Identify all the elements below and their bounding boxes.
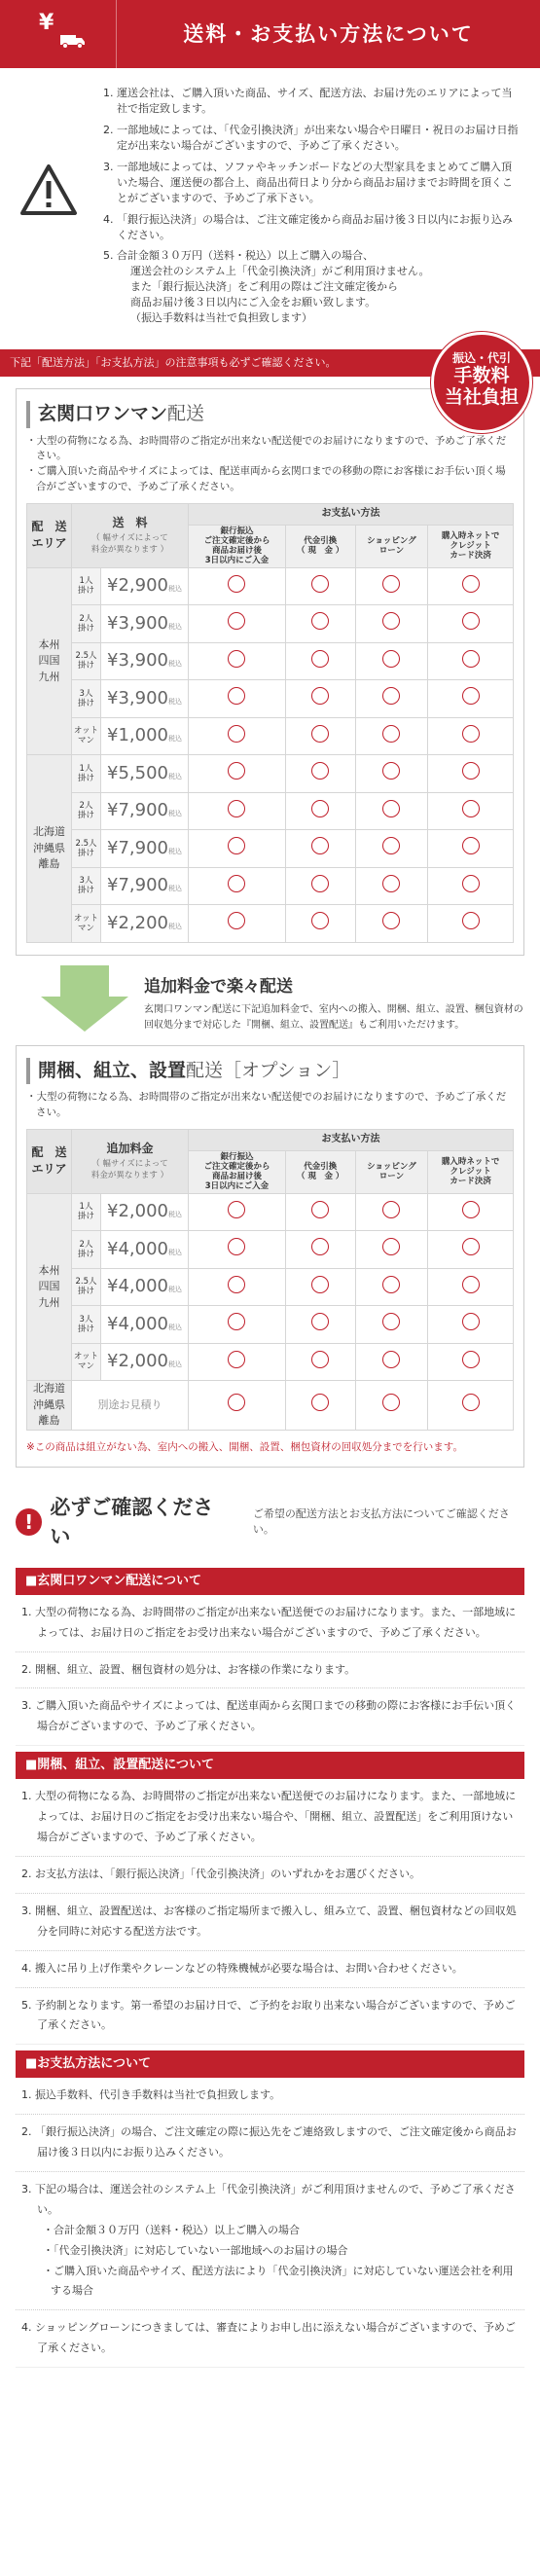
circle-mark [228,1313,245,1330]
table-row [27,567,514,605]
area-cell: 本州 四国 九州 [27,567,72,755]
available-cell [355,755,428,793]
section-list [16,2078,524,2368]
circle-mark [462,1313,480,1330]
addon-text: 追加料金で楽々配送 玄関口ワンマン配送に下記追加料金で、室内への搬入、開梱、組立、設置、梱包資材の回収処分まで対応した『開梱、組立、設置配送』もご利用いただけます。 [144,976,523,1031]
circle-mark [228,875,245,892]
available-cell [428,1306,514,1344]
red-note: ※この商品は組立がない為、室内への搬入、開梱、設置、梱包資材の回収処分までを行います。 [26,1440,463,1453]
warning-icon [19,163,78,216]
delivery-section-assembly [16,1045,524,1468]
notice-red-bar: 下記「配送方法」「お支払方法」の注意事項も必ずご確認ください。 振込・代引 手数料 当社負担 [0,349,540,377]
price-cell: ¥4,000税込 [101,1231,189,1269]
circle-mark [228,1394,245,1411]
sub-item: ・ご購入頂いた商品やサイズ、配送方法により「代金引換決済」に対応していない運送会社を利用する場合 [43,2264,514,2298]
price-cell: ¥3,900税込 [101,605,189,643]
table-row [27,867,514,905]
available-cell [355,1306,428,1344]
available-cell [285,642,355,680]
col-header-card: 購入時ネットで クレジット カード決済 [428,1150,514,1193]
available-cell [285,1306,355,1344]
circle-mark [462,1276,480,1293]
circle-mark [228,1276,245,1293]
circle-mark [311,612,329,630]
notice-list [88,86,521,332]
list-item: 1. 大型の荷物になる為、お時間帯のご指定が出来ない配送便でのお届けになります。また、一部地域によっては、お届け日のご指定をお受け出来ない場合や、「開梱、組立、設置配送」をご利用頂けない場合がございますので、予めご了承ください。 [16,1779,524,1857]
table-row [27,642,514,680]
notice-item: 3. 一部地域によっては、ソファやキッチンボードなどの大型家具をまとめてご購入頂いた場合、運送便の都合上、商品出荷日より分から商品お届けまでお時間を頂くことがございますので、予めご了承下さい。 [103,160,513,204]
down-arrow-icon [31,965,138,1034]
confirm-header [0,1481,540,1562]
available-cell [355,867,428,905]
circle-mark [462,575,480,593]
circle-mark [462,725,480,743]
circle-mark [228,575,245,593]
section-bar: ■お支払方法について [16,2050,524,2078]
available-cell [355,567,428,605]
seat-cell: 1人 掛け [72,1193,101,1231]
available-cell [285,792,355,830]
seat-cell: 2.5人 掛け [72,642,101,680]
available-cell [189,1381,286,1431]
price-cell: ¥7,900税込 [101,867,189,905]
col-header-area: 配 送 エリア [27,503,72,567]
available-cell [355,1343,428,1381]
section-notes: ・大型の荷物になる為、お時間帯のご指定が出来ない配送便でのお届けになりますので、予めご了承ください。 [26,1091,507,1118]
price-cell: ¥5,500税込 [101,755,189,793]
col-header-bank: 銀行振込 ご注文確定後から 商品お届け後 3日以内にご入金 [189,525,286,567]
confirm-desc: ご希望の配送方法とお支払方法についてご確認ください。 [252,1506,510,1537]
price-cell: ¥4,000税込 [101,1306,189,1344]
circle-mark [462,837,480,854]
list-item: 2. お支払方法は、「銀行振込決済」「代金引換決済」のいずれかをお選びください。 [16,1857,524,1894]
available-cell [428,605,514,643]
circle-mark [382,837,400,854]
seat-cell: 2人 掛け [72,605,101,643]
available-cell [428,567,514,605]
circle-mark [462,1201,480,1218]
table-row [27,1306,514,1344]
available-cell [428,1381,514,1431]
col-header-cod: 代金引換 （ 現 金 ） [285,525,355,567]
list-item: 3. ご購入頂いた商品やサイズによっては、配送車両から玄関口までの移動の際にお客様にお手伝い頂く場合がございますので、予めご了承ください。 [21,1699,517,1733]
circle-mark [311,1238,329,1255]
seat-cell: 2.5人 掛け [72,830,101,868]
circle-mark [228,725,245,743]
list-item: 1. 大型の荷物になる為、お時間帯のご指定が出来ない配送便でのお届けになります。また、一部地域によっては、お届け日のご指定をお受け出来ない場合がございますので、予めご了承ください。 [16,1595,524,1652]
available-cell [285,755,355,793]
price-cell: ¥3,900税込 [101,680,189,718]
area-cell: 北海道 沖縄県 離島 [27,755,72,943]
col-header-payment: お支払い方法 [189,1129,514,1150]
circle-mark [311,687,329,705]
available-cell [189,1193,286,1231]
circle-mark [462,1394,480,1411]
section-title: 玄関口ワンマン配送 [26,401,514,428]
available-cell [285,1231,355,1269]
available-cell [355,1268,428,1306]
price-cell: ¥7,900税込 [101,792,189,830]
circle-mark [462,650,480,668]
circle-mark [228,1238,245,1255]
notice-item: 2. 一部地域によっては、「代金引換決済」が出来ない場合や日曜日・祝日のお届け日指定が出来ない場合がございますので、予めご了承ください。 [103,123,519,152]
section-bar: ■玄関口ワンマン配送について [16,1568,524,1595]
available-cell [355,1193,428,1231]
circle-mark [382,800,400,817]
circle-mark [311,725,329,743]
circle-mark [311,800,329,817]
table-row [27,830,514,868]
available-cell [285,605,355,643]
available-cell [285,1381,355,1431]
available-cell [189,755,286,793]
available-cell [428,1268,514,1306]
available-cell [189,1306,286,1344]
price-cell: ¥1,000税込 [101,717,189,755]
available-cell [428,1343,514,1381]
table-row [27,1231,514,1269]
table-row [27,1381,514,1431]
circle-mark [382,1394,400,1411]
available-cell [428,830,514,868]
table-row [27,792,514,830]
section-bar: ■開梱、組立、設置配送について [16,1752,524,1779]
delivery-section-oneman [16,388,524,956]
yen-icon: ¥ [39,11,54,35]
available-cell [355,605,428,643]
available-cell [355,792,428,830]
circle-mark [228,800,245,817]
table-row [27,717,514,755]
circle-mark [382,687,400,705]
price-cell: ¥2,000税込 [101,1193,189,1231]
circle-mark [382,875,400,892]
available-cell [285,1343,355,1381]
notice-item: 5. 合計金額３０万円（送料・税込）以上ご購入の場合、 運送会社のシステム上「代金引換決済」がご利用頂けません。 また「銀行振込決済」をご利用の際はご注文確定後から 商品お届け後３日以内にご入金をお願い致します。 （振込手数料は当社で負担致します） [103,249,430,325]
col-header-loan: ショッピング ローン [355,1150,428,1193]
col-header-fee: 送 料 （ 幅サイズによって 料金が異なります ） [72,503,189,567]
section-list [16,1595,524,1746]
table-row [27,680,514,718]
available-cell [189,1268,286,1306]
seat-cell: 3人 掛け [72,867,101,905]
available-cell [189,867,286,905]
circle-mark [382,1238,400,1255]
circle-mark [382,725,400,743]
available-cell [428,642,514,680]
circle-mark [228,612,245,630]
available-cell [428,792,514,830]
price-cell: ¥3,900税込 [101,642,189,680]
shipping-fee-table [26,503,514,943]
table-row [27,1193,514,1231]
circle-mark [382,612,400,630]
circle-mark [311,837,329,854]
circle-mark [228,1201,245,1218]
price-cell: ¥2,000税込 [101,1343,189,1381]
available-cell [428,867,514,905]
table-row [27,1343,514,1381]
circle-mark [382,1351,400,1368]
circle-mark [462,762,480,780]
table-row [27,755,514,793]
col-header-loan: ショッピング ローン [355,525,428,567]
circle-mark [462,912,480,929]
circle-mark [311,875,329,892]
available-cell [285,717,355,755]
available-cell [428,717,514,755]
available-cell [285,567,355,605]
available-cell [189,1231,286,1269]
circle-mark [462,1351,480,1368]
circle-mark [462,687,480,705]
circle-mark [382,762,400,780]
circle-mark [228,762,245,780]
circle-mark [462,875,480,892]
table-row [27,605,514,643]
list-item: 4. 搬入に吊り上げ作業やクレーンなどの特殊機械が必要な場合は、お問い合わせください。 [16,1951,524,1988]
truck-icon [60,33,86,49]
available-cell [428,905,514,943]
col-header-payment: お支払い方法 [189,503,514,525]
confirm-title: 必ずご確認ください [50,1495,214,1549]
sub-item: ・合計金額３０万円（送料・税込）以上ご購入の場合 [43,2223,300,2236]
available-cell [355,680,428,718]
circle-mark [462,612,480,630]
col-header-area: 配 送 エリア [27,1129,72,1193]
circle-mark [311,1276,329,1293]
list-item: 4. ショッピングローンにつきましては、審査によりお申し出に添えない場合がございますので、予めご了承ください。 [21,2321,516,2355]
area-cell: 北海道 沖縄県 離島 [27,1381,72,1431]
quote-cell: 別途お見積り [72,1381,189,1431]
circle-mark [228,1351,245,1368]
seat-cell: 1人 掛け [72,567,101,605]
available-cell [355,905,428,943]
header-icon-area [0,0,117,68]
circle-mark [382,650,400,668]
col-header-cod: 代金引換 （ 現 金 ） [285,1150,355,1193]
circle-mark [311,1201,329,1218]
circle-mark [228,650,245,668]
available-cell [428,680,514,718]
available-cell [285,1193,355,1231]
section-title: 開梱、組立、設置配送［オプション］ [26,1058,514,1085]
circle-mark [311,912,329,929]
list-item: 5. 予約制となります。第一希望のお届け日で、ご予約をお取り出来ない場合がございますので、予めご了承ください。 [21,1998,516,2032]
notice-section [0,68,540,344]
list-item: 3. 開梱、組立、設置配送は、お客様のご指定場所まで搬入し、組み立て、設置、梱包資材などの回収処分を同時に対応する配送方法です。 [16,1894,524,1951]
circle-mark [382,1276,400,1293]
list-item: 1. 振込手数料、代引き手数料は当社で負担致します。 [16,2078,524,2115]
available-cell [189,680,286,718]
available-cell [285,680,355,718]
notice-item: 4. 「銀行振込決済」の場合は、ご注文確定後から商品お届け後３日以内にお振り込みください。 [103,212,513,241]
seat-cell: 2人 掛け [72,792,101,830]
available-cell [355,717,428,755]
seat-cell: オット マン [72,717,101,755]
sub-item: ・「代金引換決済」に対応していない一部地域へのお届けの場合 [43,2243,348,2257]
list-item: 3. 下記の場合は、運送会社のシステム上「代金引換決済」がご利用頂けませんので、予めご了承ください。 ・合計金額３０万円（送料・税込）以上ご購入の場合 ・「代金引換決済」に対応していない一部地域へのお届けの場合 ・ご購入頂いた商品やサイズ、配送方法により「代金引換決済」に対応していない運送会社を利用する場合 [16,2172,524,2310]
list-item: 2. 「銀行振込決済」の場合、ご注文確定の際に振込先をご連絡致しますので、ご注文確定後から商品お届け後３日以内にお振り込みください。 [16,2115,524,2172]
seat-cell: 2.5人 掛け [72,1268,101,1306]
circle-mark [311,1313,329,1330]
page-title: 送料・お支払い方法について [183,21,474,46]
seat-cell: オット マン [72,1343,101,1381]
seat-cell: 2人 掛け [72,1231,101,1269]
warning-icon-wrap [10,86,88,332]
circle-mark [311,1394,329,1411]
seat-cell: 3人 掛け [72,1306,101,1344]
available-cell [189,605,286,643]
circle-mark [311,762,329,780]
circle-mark [228,912,245,929]
available-cell [285,830,355,868]
available-cell [189,717,286,755]
available-cell [355,642,428,680]
addon-banner [16,965,524,1034]
seat-cell: 3人 掛け [72,680,101,718]
available-cell [189,830,286,868]
circle-mark [382,1313,400,1330]
available-cell [189,1343,286,1381]
available-cell [189,567,286,605]
circle-mark [311,575,329,593]
circle-mark [382,912,400,929]
available-cell [189,905,286,943]
circle-mark [382,575,400,593]
circle-mark [462,800,480,817]
available-cell [428,1193,514,1231]
circle-mark [228,837,245,854]
section-notes: ・大型の荷物になる為、お時間帯のご指定が出来ない配送便でのお届けになりますので、予めご了承ください。 ・ご購入頂いた商品やサイズによっては、配送車両から玄関口までの移動の際にお客様にお手伝い頂く場合がございますので、予めご了承ください。 [26,434,507,492]
price-cell: ¥2,200税込 [101,905,189,943]
list-item: 2. 開梱、組立、設置、梱包資材の処分は、お客様の作業になります。 [16,1652,524,1689]
col-header-fee: 追加料金 （ 幅サイズによって 料金が異なります ） [72,1129,189,1193]
price-cell: ¥4,000税込 [101,1268,189,1306]
available-cell [285,867,355,905]
available-cell [285,1268,355,1306]
circle-mark [311,1351,329,1368]
seat-cell: オット マン [72,905,101,943]
table-row [27,905,514,943]
confirm-sections [0,1568,540,2368]
available-cell [189,792,286,830]
price-cell: ¥2,900税込 [101,567,189,605]
page-header [0,0,540,68]
area-cell: 本州 四国 九州 [27,1193,72,1381]
available-cell [355,1231,428,1269]
available-cell [428,1231,514,1269]
circle-mark [382,1201,400,1218]
table-row [27,1268,514,1306]
seat-cell: 1人 掛け [72,755,101,793]
available-cell [355,830,428,868]
circle-mark [228,687,245,705]
assembly-fee-table [26,1129,514,1431]
available-cell [285,905,355,943]
fee-badge: 振込・代引 手数料 当社負担 [431,332,532,433]
circle-mark [462,1238,480,1255]
available-cell [355,1381,428,1431]
section-list [16,1779,524,2045]
exclamation-icon: ! [16,1508,42,1536]
price-cell: ¥7,900税込 [101,830,189,868]
col-header-bank: 銀行振込 ご注文確定後から 商品お届け後 3日以内にご入金 [189,1150,286,1193]
col-header-card: 購入時ネットで クレジット カード決済 [428,525,514,567]
circle-mark [311,650,329,668]
notice-item: 1. 運送会社は、ご購入頂いた商品、サイズ、配送方法、お届け先のエリアによって当社で指定致します。 [103,87,513,115]
available-cell [189,642,286,680]
available-cell [428,755,514,793]
